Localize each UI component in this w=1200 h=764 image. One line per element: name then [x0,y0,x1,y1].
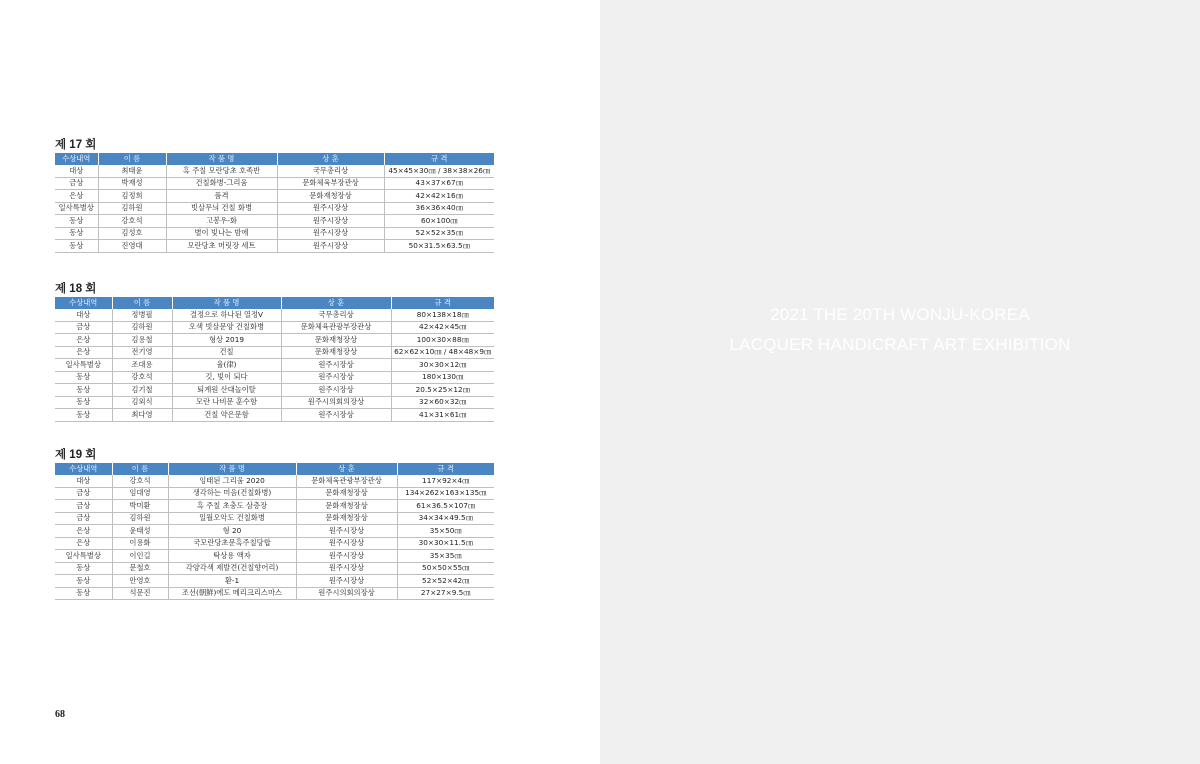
table-row [55,562,494,575]
table-row [55,215,494,228]
table-cell: 오색 빗살문양 건칠화병 [172,321,281,334]
table-cell: 은상 [55,190,98,203]
table-cell: 원주시장상 [281,371,391,384]
table-cell: 문화재청장상 [281,334,391,347]
table-cell: 깃, 빛이 되다 [172,371,281,384]
table-row [55,346,494,359]
table-row [55,384,494,397]
table-cell: 문화재청장상 [296,500,397,513]
column-header: 작 품 명 [166,153,277,165]
table-cell: 국무총리상 [281,309,391,321]
table-cell: 동상 [55,587,112,600]
table-cell: 원주시장상 [281,409,391,422]
table-cell: 동상 [55,575,112,588]
table-cell: 모란당초 머릿장 세트 [166,240,277,253]
column-header: 이 름 [112,297,172,309]
table-row [55,240,494,253]
table-cell: 박미환 [112,500,168,513]
column-header: 이 름 [112,463,168,475]
section-heading-18: 제 18 회 [55,283,97,295]
table-row [55,587,494,600]
table-header-row [55,153,494,165]
table-cell: 형상 2019 [172,334,281,347]
column-header: 상 훈 [277,153,384,165]
table-cell: 김용철 [112,334,172,347]
table-cell: 탁상용 액자 [168,550,296,563]
table-row [55,202,494,215]
table-cell: 고봉우-화 [166,215,277,228]
table-cell: 문화재청장상 [296,512,397,525]
table-cell: 34×34×49.5㎝ [397,512,494,525]
table-cell: 일사특별상 [55,550,112,563]
exhibition-title [600,300,1200,360]
table-cell: 문화재청장상 [277,190,384,203]
table-cell: 진영대 [98,240,166,253]
table-cell: 퇴계원 산대놀이탈 [172,384,281,397]
table-cell: 은상 [55,346,112,359]
table-cell: 35×35㎝ [397,550,494,563]
table-cell: 동상 [55,562,112,575]
column-header: 수상내역 [55,153,98,165]
table-cell: 김하원 [98,202,166,215]
table-row [55,334,494,347]
table-cell: 30×30×11.5㎝ [397,537,494,550]
table-cell: 문철호 [112,562,168,575]
table-cell: 일월오악도 건칠화병 [168,512,296,525]
table-row [55,371,494,384]
table-cell: 원주시의회의장상 [281,396,391,409]
table-row [55,512,494,525]
column-header: 상 훈 [281,297,391,309]
table-row [55,550,494,563]
table-cell: 강호석 [112,371,172,384]
table-cell: 건칠 약은문함 [172,409,281,422]
exhibition-title-line-2: LACQUER HANDICRAFT ART EXHIBITION [729,335,1071,354]
section-heading-19: 제 19 회 [55,449,97,461]
table-cell: 42×42×16㎝ [384,190,494,203]
table-cell: 생각하는 미음(건칠화병) [168,487,296,500]
table-cell: 김하원 [112,321,172,334]
table-cell: 김정희 [98,190,166,203]
table-cell: 62×62×10㎝ / 48×48×9㎝ [391,346,494,359]
table-cell: 금상 [55,321,112,334]
table-cell: 원주시장상 [277,227,384,240]
table-cell: 원주시장상 [296,537,397,550]
exhibition-title-line-1: 2021 THE 20TH WONJU-KOREA [770,305,1030,324]
table-cell: 동상 [55,240,98,253]
table-cell: 결정으로 하나된 열정V [172,309,281,321]
table-cell: 100×30×88㎝ [391,334,494,347]
table-cell: 이인길 [112,550,168,563]
table-row [55,177,494,190]
table-cell: 35×50㎝ [397,525,494,538]
table-cell: 최태윤 [98,165,166,177]
table-cell: 50×31.5×63.5㎝ [384,240,494,253]
table-cell: 별이 빛나는 밤에 [166,227,277,240]
table-cell: 품격 [166,190,277,203]
table-cell: 원주시장상 [277,240,384,253]
table-header-row [55,463,494,475]
right-page [600,0,1200,764]
table-row [55,190,494,203]
table-cell: 대상 [55,309,112,321]
table-cell: 41×31×61㎝ [391,409,494,422]
table-cell: 각양각색 제발견(건칠향어리) [168,562,296,575]
table-cell: 27×27×9.5㎝ [397,587,494,600]
page-number: 68 [55,709,65,720]
table-cell: 동상 [55,215,98,228]
table-cell: 김기철 [112,384,172,397]
table-cell: 건칠 [172,346,281,359]
award-table-18 [55,297,494,422]
table-cell: 60×100㎝ [384,215,494,228]
table-cell: 금상 [55,512,112,525]
table-cell: 국무총리상 [277,165,384,177]
table-cell: 정병필 [112,309,172,321]
table-cell: 은상 [55,525,112,538]
table-cell: 원주시장상 [281,359,391,372]
table-cell: 대상 [55,475,112,487]
table-cell: 문화재청장상 [281,346,391,359]
table-cell: 동상 [55,409,112,422]
table-cell: 박재성 [98,177,166,190]
table-cell: 은상 [55,537,112,550]
column-header: 수상내역 [55,463,112,475]
table-cell: 최다영 [112,409,172,422]
table-cell: 원주시장상 [296,575,397,588]
table-cell: 모란 나비문 훈수함 [172,396,281,409]
table-cell: 50×50×55㎝ [397,562,494,575]
table-cell: 금상 [55,177,98,190]
table-cell: 율(律) [172,359,281,372]
table-header-row [55,297,494,309]
table-row [55,487,494,500]
table-row [55,537,494,550]
table-cell: 문화체육부장관상 [277,177,384,190]
table-cell: 임대영 [112,487,168,500]
table-cell: 금상 [55,500,112,513]
table-cell: 석문진 [112,587,168,600]
table-cell: 국모란당초문흑주칠당합 [168,537,296,550]
table-cell: 형 20 [168,525,296,538]
table-cell: 흑 주칠 모란당초 호족반 [166,165,277,177]
table-cell: 일사특별상 [55,359,112,372]
table-cell: 원주시장상 [296,550,397,563]
table-cell: 조선(朝鮮)에도 메리크리스마스 [168,587,296,600]
column-header: 작 품 명 [168,463,296,475]
table-cell: 동상 [55,396,112,409]
table-cell: 원주시장상 [281,384,391,397]
table-cell: 20.5×25×12㎝ [391,384,494,397]
table-cell: 금상 [55,487,112,500]
table-cell: 김성호 [98,227,166,240]
column-header: 규 격 [397,463,494,475]
table-cell: 36×36×40㎝ [384,202,494,215]
table-cell: 45×45×30㎝ / 38×38×26㎝ [384,165,494,177]
table-cell: 61×36.5×107㎝ [397,500,494,513]
table-cell: 117×92×4㎝ [397,475,494,487]
table-cell: 원주시장상 [277,215,384,228]
table-cell: 원주시장상 [296,562,397,575]
table-cell: 180×130㎝ [391,371,494,384]
table-row [55,165,494,177]
table-cell: 원주시의회의장상 [296,587,397,600]
table-cell: 문화체육관광부장관상 [281,321,391,334]
table-cell: 32×60×32㎝ [391,396,494,409]
table-row [55,309,494,321]
table-row [55,321,494,334]
column-header: 이 름 [98,153,166,165]
table-cell: 원주시장상 [296,525,397,538]
table-cell: 80×138×18㎝ [391,309,494,321]
award-table-17 [55,153,494,253]
table-cell: 건칠화병-그리움 [166,177,277,190]
column-header: 규 격 [391,297,494,309]
table-row [55,227,494,240]
table-cell: 흑 주칠 초충도 삼층장 [168,500,296,513]
table-cell: 강호석 [98,215,166,228]
table-row [55,396,494,409]
column-header: 상 훈 [296,463,397,475]
table-cell: 문화재청장상 [296,487,397,500]
table-cell: 윤태성 [112,525,168,538]
table-row [55,409,494,422]
table-cell: 은상 [55,334,112,347]
column-header: 규 격 [384,153,494,165]
table-cell: 동상 [55,371,112,384]
table-cell: 42×42×45㎝ [391,321,494,334]
table-row [55,500,494,513]
table-cell: 52×52×35㎝ [384,227,494,240]
table-cell: 문화체육관광부장관상 [296,475,397,487]
table-cell: 잉태된 그리움 2020 [168,475,296,487]
table-cell: 43×37×67㎝ [384,177,494,190]
table-cell: 30×30×12㎝ [391,359,494,372]
table-cell: 이용화 [112,537,168,550]
table-cell: 김하원 [112,512,168,525]
table-cell: 52×52×42㎝ [397,575,494,588]
table-cell: 대상 [55,165,98,177]
table-cell: 강호석 [112,475,168,487]
table-cell: 환-1 [168,575,296,588]
table-cell: 안영호 [112,575,168,588]
table-cell: 동상 [55,227,98,240]
award-table-19 [55,463,494,600]
table-row [55,525,494,538]
table-cell: 전기영 [112,346,172,359]
column-header: 작 품 명 [172,297,281,309]
table-cell: 김외식 [112,396,172,409]
table-cell: 원주시장상 [277,202,384,215]
table-cell: 일사특별상 [55,202,98,215]
table-row [55,575,494,588]
column-header: 수상내역 [55,297,112,309]
table-cell: 134×262×163×135㎝ [397,487,494,500]
table-cell: 빗살무늬 건칠 화병 [166,202,277,215]
table-cell: 동상 [55,384,112,397]
section-heading-17: 제 17 회 [55,139,97,151]
table-cell: 조대용 [112,359,172,372]
table-row [55,359,494,372]
table-row [55,475,494,487]
